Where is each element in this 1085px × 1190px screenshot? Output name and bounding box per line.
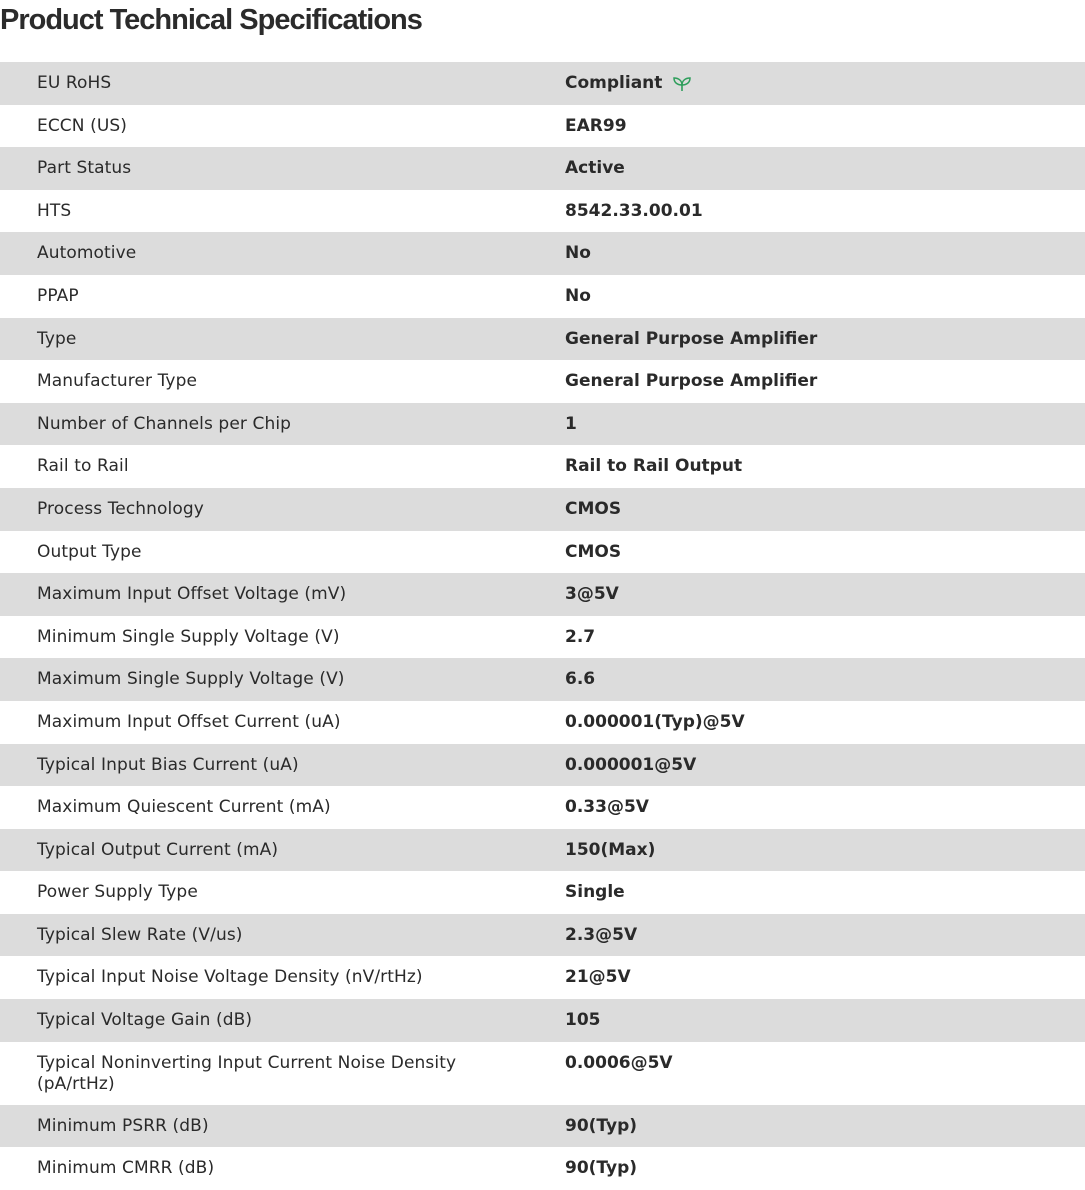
spec-label: Manufacturer Type — [37, 371, 198, 392]
spec-row — [0, 445, 1085, 488]
spec-value: 2.3@5V — [565, 924, 638, 945]
spec-row — [0, 1147, 1085, 1190]
spec-value: No — [565, 243, 591, 264]
spec-value: EAR99 — [565, 115, 627, 136]
spec-table — [0, 62, 1085, 1190]
spec-label: Maximum Single Supply Voltage (V) — [37, 669, 345, 690]
spec-row — [0, 403, 1085, 446]
spec-row — [0, 62, 1085, 105]
spec-label: Typical Input Noise Voltage Density (nV/rtHz) — [37, 967, 423, 988]
spec-row — [0, 573, 1085, 616]
spec-label: Process Technology — [37, 498, 204, 519]
spec-row — [0, 232, 1085, 275]
spec-value: 0.000001(Typ)@5V — [565, 711, 745, 732]
spec-row — [0, 744, 1085, 787]
spec-label: Minimum CMRR (dB) — [37, 1158, 215, 1179]
spec-label: Number of Channels per Chip — [37, 413, 292, 434]
spec-value: 6.6 — [565, 669, 596, 690]
spec-row — [0, 318, 1085, 361]
spec-label: Maximum Input Offset Current (uA) — [37, 711, 341, 732]
spec-row — [0, 786, 1085, 829]
spec-row — [0, 488, 1085, 531]
spec-value: General Purpose Amplifier — [565, 328, 818, 349]
spec-value — [565, 73, 1085, 94]
spec-row — [0, 190, 1085, 233]
spec-row — [0, 616, 1085, 659]
spec-row — [0, 360, 1085, 403]
spec-label: Automotive — [37, 243, 137, 264]
spec-row — [0, 275, 1085, 318]
spec-value: 150(Max) — [565, 839, 656, 860]
spec-value: CMOS — [565, 541, 622, 562]
spec-label: Maximum Quiescent Current (mA) — [37, 797, 331, 818]
spec-label: Type — [37, 328, 77, 349]
spec-label: PPAP — [37, 285, 79, 306]
spec-row — [0, 658, 1085, 701]
spec-row — [0, 914, 1085, 957]
spec-value: 0.000001@5V — [565, 754, 697, 775]
spec-label: Rail to Rail — [37, 456, 129, 477]
spec-label: Part Status — [37, 158, 132, 179]
spec-label: Typical Input Bias Current (uA) — [37, 754, 299, 775]
spec-label: Maximum Input Offset Voltage (mV) — [37, 584, 347, 605]
spec-value: 21@5V — [565, 967, 631, 988]
spec-value: 8542.33.00.01 — [565, 200, 703, 221]
spec-row — [0, 147, 1085, 190]
spec-value: Rail to Rail Output — [565, 456, 743, 477]
spec-row — [0, 1105, 1085, 1148]
spec-value-text: Compliant — [565, 73, 663, 93]
spec-label: Typical Voltage Gain (dB) — [37, 1010, 253, 1031]
spec-value: Active — [565, 158, 625, 179]
spec-label: ECCN (US) — [37, 115, 128, 136]
spec-label: EU RoHS — [37, 73, 112, 93]
spec-value: Single — [565, 882, 625, 903]
spec-label: Minimum PSRR (dB) — [37, 1115, 209, 1136]
spec-value: 90(Typ) — [565, 1158, 638, 1179]
spec-label: HTS — [37, 200, 72, 221]
spec-row — [0, 701, 1085, 744]
leaf-icon — [672, 76, 692, 92]
spec-row — [0, 999, 1085, 1042]
spec-row — [0, 105, 1085, 148]
spec-label: Output Type — [37, 541, 142, 562]
spec-value: 90(Typ) — [565, 1115, 638, 1136]
spec-label: Minimum Single Supply Voltage (V) — [37, 626, 340, 647]
spec-label: Typical Slew Rate (V/us) — [37, 924, 243, 945]
spec-value: 3@5V — [565, 584, 619, 605]
spec-row — [0, 956, 1085, 999]
spec-label: Typical Noninverting Input Current Noise Density (pA/rtHz) — [37, 1052, 457, 1094]
spec-row — [0, 1042, 1085, 1105]
spec-value: 105 — [565, 1010, 601, 1031]
spec-row — [0, 871, 1085, 914]
spec-label: Power Supply Type — [37, 882, 198, 903]
spec-value: 0.33@5V — [565, 797, 649, 818]
spec-label: Typical Output Current (mA) — [37, 839, 279, 860]
spec-row — [0, 531, 1085, 574]
page-title: Product Technical Specifications — [0, 4, 422, 36]
spec-value: No — [565, 285, 591, 306]
spec-row — [0, 829, 1085, 872]
spec-value: CMOS — [565, 498, 622, 519]
spec-value: General Purpose Amplifier — [565, 371, 818, 392]
spec-value: 2.7 — [565, 626, 596, 647]
spec-value: 0.0006@5V — [565, 1052, 673, 1073]
spec-value: 1 — [565, 413, 577, 434]
